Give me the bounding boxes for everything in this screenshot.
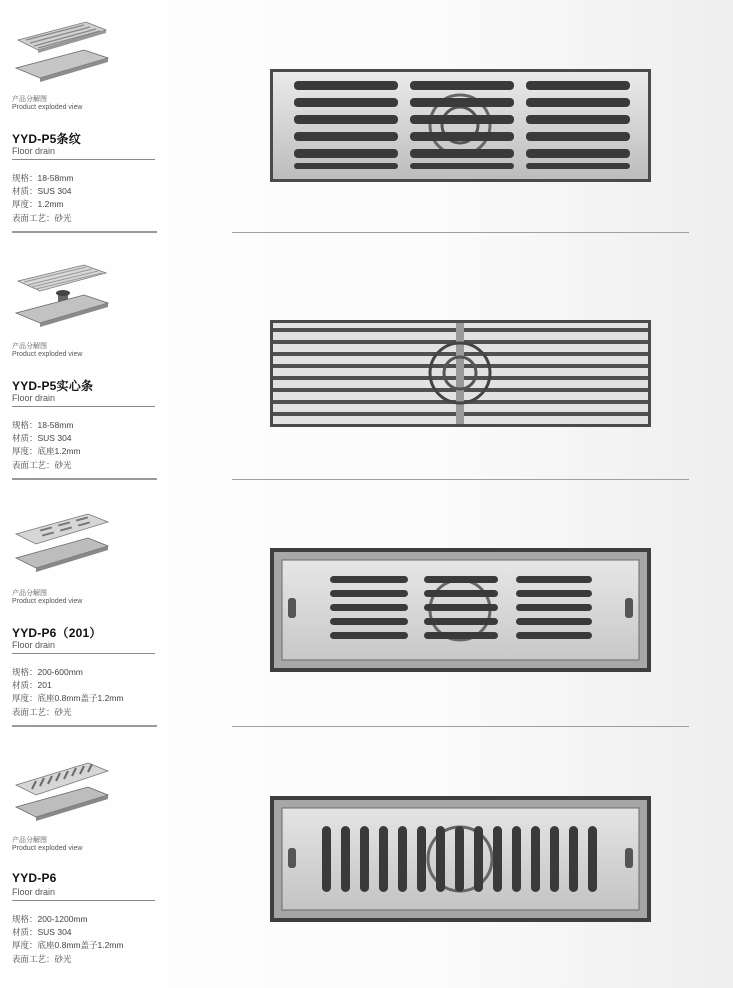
spec-size: 规格：18-58mm [12, 420, 74, 430]
product-model: YYD-P6 [12, 871, 57, 885]
spec-finish: 表面工艺：砂光 [12, 212, 72, 223]
exploded-view-label-cn: 产品分解图 [12, 96, 47, 103]
product-section [0, 247, 733, 494]
product-info [12, 0, 158, 247]
product-image [270, 69, 651, 182]
product-model: YYD-P6（201） [12, 626, 102, 640]
product-subtype: Floor drain [12, 393, 56, 403]
spec-size: 规格：18-58mm [12, 173, 74, 183]
product-model: YYD-P5条纹 [12, 132, 81, 146]
product-info [12, 247, 158, 494]
exploded-view-image [12, 504, 112, 576]
product-image [270, 320, 651, 427]
product-subtype: Floor drain [12, 146, 56, 156]
section-divider-right [232, 232, 689, 233]
exploded-view-label-en: Product exploded view [12, 845, 83, 852]
title-divider [12, 159, 155, 160]
product-info [12, 741, 158, 988]
spec-thickness: 厚度：底座0.8mm盖子1.2mm [12, 693, 124, 704]
exploded-view-label-en: Product exploded view [12, 598, 83, 605]
spec-material: 材质：201 [12, 680, 52, 691]
exploded-view-image [12, 257, 112, 329]
spec-list [12, 913, 123, 966]
product-image [270, 796, 651, 922]
product-info [12, 494, 158, 741]
exploded-view-image [12, 751, 112, 823]
spec-finish: 表面工艺：砂光 [12, 953, 72, 964]
spec-size: 规格：200-600mm [12, 667, 83, 677]
section-divider-right [232, 726, 689, 727]
spec-thickness: 厚度：底座1.2mm [12, 446, 81, 457]
product-section [0, 0, 733, 247]
title-divider [12, 406, 155, 407]
exploded-view-label-en: Product exploded view [12, 104, 83, 111]
spec-size: 规格：200-1200mm [12, 914, 88, 924]
spec-list [12, 172, 73, 225]
spec-material: 材质：SUS 304 [12, 433, 72, 444]
spec-material: 材质：SUS 304 [12, 927, 72, 938]
product-model: YYD-P5实心条 [12, 379, 94, 393]
spec-list [12, 419, 80, 472]
section-divider-left [12, 725, 157, 727]
section-divider-left [12, 231, 157, 233]
exploded-view-label-en: Product exploded view [12, 351, 83, 358]
exploded-view-image [12, 10, 112, 82]
product-section [0, 494, 733, 741]
product-image [270, 548, 651, 672]
exploded-view-label-cn: 产品分解图 [12, 343, 47, 350]
spec-finish: 表面工艺：砂光 [12, 706, 72, 717]
title-divider [12, 900, 155, 901]
spec-thickness: 厚度：1.2mm [12, 199, 64, 210]
spec-thickness: 厚度：底座0.8mm盖子1.2mm [12, 940, 124, 951]
section-divider-right [232, 479, 689, 480]
exploded-view-label-cn: 产品分解图 [12, 837, 47, 844]
spec-finish: 表面工艺：砂光 [12, 459, 72, 470]
section-divider-left [12, 478, 157, 480]
product-section [0, 741, 733, 988]
product-subtype: Floor drain [12, 887, 56, 897]
spec-list [12, 666, 123, 719]
product-subtype: Floor drain [12, 640, 56, 650]
exploded-view-label-cn: 产品分解图 [12, 590, 47, 597]
title-divider [12, 653, 155, 654]
spec-material: 材质：SUS 304 [12, 186, 72, 197]
